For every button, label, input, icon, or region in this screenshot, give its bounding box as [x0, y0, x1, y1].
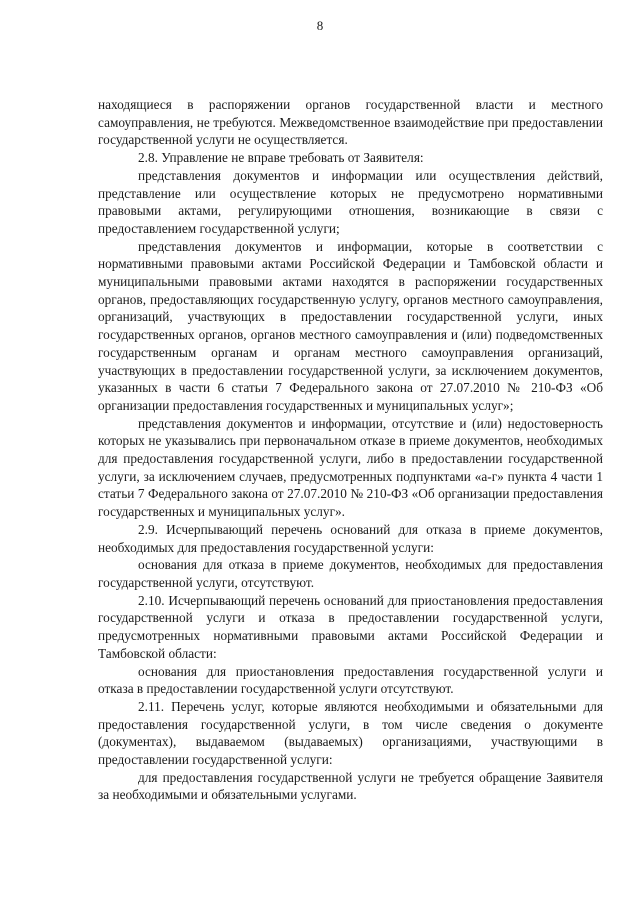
paragraph: для предоставления государственной услуги не требуется обращение Заявителя за необходимыми и обязательными услугами. [98, 769, 603, 803]
paragraph: представления документов и информации, которые в соответствии с нормативными правовыми актами Российской Федерации и Тамбовской области и муниципальными правовыми актами находятся в распоряжении государственных органов, предоставляющих государственную услугу, органов местного самоуправления, организаций, участвующих в предоставлении государственной услуги, иных государственных органов, органов местного самоуправления и (или) подведомственных государственным органам и органам местного самоуправления организаций, участвующих в предоставлении государственной услуги, за исключением документов, указанных в части 6 статьи 7 Федерального закона от 27.07.2010 № 210-ФЗ «Об организации предоставления государственных и муниципальных услуг»; [98, 238, 603, 413]
paragraph: 2.9. Исчерпывающий перечень оснований для отказа в приеме документов, необходимых для предоставления государственной услуги: [98, 521, 603, 555]
paragraph: 2.11. Перечень услуг, которые являются необходимыми и обязательными для предоставления государственной услуги, в том числе сведения о документе (документах), выдаваемом (выдаваемых) организациями, участвующими в предоставлении государственной услуги: [98, 698, 603, 768]
paragraph: основания для приостановления предоставления государственной услуги и отказа в предоставлении государственной услуги отсутствуют. [98, 663, 603, 697]
paragraph: находящиеся в распоряжении органов государственной власти и местного самоуправления, не требуются. Межведомственное взаимодействие при предоставлении государственной услуги не осуществляется. [98, 97, 603, 148]
paragraph: 2.8. Управление не вправе требовать от Заявителя: [138, 150, 424, 166]
paragraph: представления документов и информации или осуществления действий, представление или осуществление которых не предусмотрено нормативными правовыми актами, регулирующими отношения, возникающие в связи с предоставлением государственной услуги; [98, 167, 603, 236]
paragraph: представления документов и информации, отсутствие и (или) недостоверность которых не указывались при первоначальном отказе в приеме документов, необходимых для предоставления государственной услуги, либо в предоставлении государственной услуги, за исключением случаев, предусмотренных подпунктами «а-г» пункта 4 части 1 статьи 7 Федерального закона от 27.07.2010 № 210-ФЗ «Об организации предоставления государственных и муниципальных услуг». [98, 415, 603, 520]
paragraph: 2.10. Исчерпывающий перечень оснований для приостановления предоставления государственной услуги и отказа в предоставлении государственной услуги, предусмотренных нормативными правовыми актами Российской Федерации и Тамбовской области: [98, 592, 603, 661]
document-body [98, 96, 603, 804]
paragraph: основания для отказа в приеме документов, необходимых для предоставления государственной услуги, отсутствуют. [98, 557, 603, 590]
page-number: 8 [316, 18, 324, 33]
